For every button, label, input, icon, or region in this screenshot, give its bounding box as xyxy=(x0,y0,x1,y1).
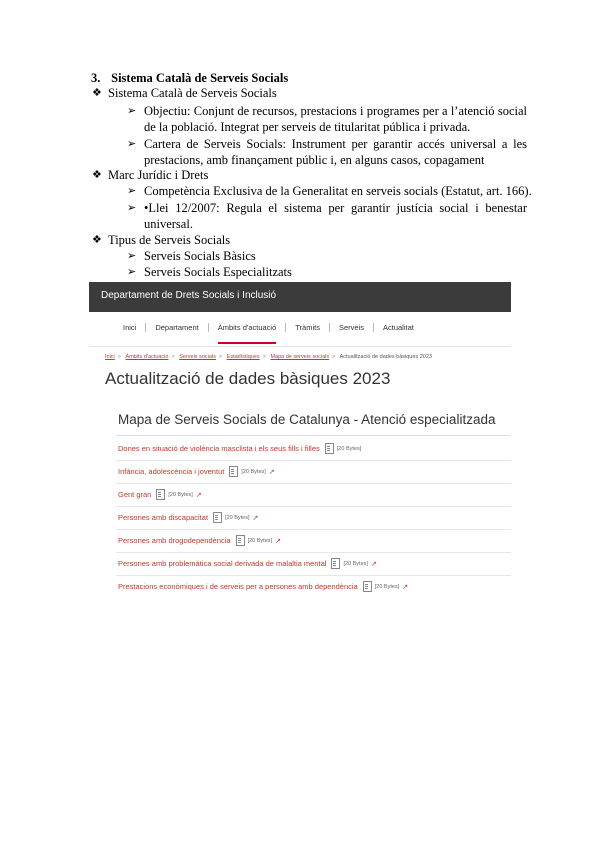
arrow-bullet-icon: ➢ xyxy=(127,105,137,117)
breadcrumb-current: Actualització de dades bàsiques 2023 xyxy=(339,354,432,360)
sub-item-line1: Cartera de Serveis Socials: Instrument per garantir accés universal a les xyxy=(144,137,527,151)
list-item xyxy=(116,507,511,530)
nav-item-ambits[interactable]: Àmbits d'actuació xyxy=(209,323,287,332)
external-link-icon[interactable]: ↗ xyxy=(252,514,259,522)
file-link[interactable]: Infància, adolescència i joventut xyxy=(118,467,225,476)
sub-item-line2: universal. xyxy=(144,217,193,231)
bullet-diamond-icon: ❖ xyxy=(92,87,102,99)
file-link[interactable]: Dones en situació de violència masclista i els seus fills i filles xyxy=(118,444,320,453)
file-size: [20 Bytes] xyxy=(168,491,193,498)
file-size: [20 Bytes] xyxy=(374,583,400,590)
site-header xyxy=(89,282,511,312)
list-item xyxy=(116,530,511,553)
list-item xyxy=(116,461,511,484)
breadcrumb-link[interactable]: Mapa de serveis socials xyxy=(270,354,330,360)
panel-title: Mapa de Serveis Socials de Catalunya - Atenció especialitzada xyxy=(118,412,496,427)
nav-item-actualitat[interactable]: Actualitat xyxy=(383,323,414,332)
bullet-diamond-icon: ❖ xyxy=(92,234,102,246)
site-title: Departament de Drets Socials i Inclusió xyxy=(101,290,277,301)
list-item xyxy=(116,553,511,576)
nav-item-serveis[interactable]: Serveis xyxy=(330,323,374,332)
document-icon xyxy=(213,512,222,523)
sub-item-line1: Serveis Socials Bàsics xyxy=(144,249,256,263)
file-size: [20 Bytes] xyxy=(343,560,368,567)
file-size: [20 Bytes] xyxy=(225,514,250,521)
sub-item-line1: Competència Exclusiva de la Generalitat en serveis socials (Estatut, art. 166). xyxy=(144,184,532,198)
document-icon xyxy=(331,558,340,569)
sub-item-line2: prestacions, amb finançament públic i, en alguns casos, copagament xyxy=(144,153,485,167)
arrow-bullet-icon: ➢ xyxy=(127,202,137,214)
bullet-label: Sistema Català de Serveis Socials xyxy=(108,86,277,100)
external-link-icon[interactable]: ↗ xyxy=(268,468,275,476)
nav-item-inici[interactable]: Inici xyxy=(114,323,146,332)
panel-divider xyxy=(116,435,511,436)
document-icon xyxy=(363,581,372,592)
sub-item-line1: •Llei 12/2007: Regula el sistema per garantir justícia social i benestar xyxy=(144,201,527,215)
main-nav xyxy=(89,312,511,347)
file-size: [20 Bytes] xyxy=(336,445,362,452)
arrow-bullet-icon: ➢ xyxy=(127,138,137,150)
breadcrumb-link[interactable]: Estadístiques xyxy=(226,354,260,360)
file-link[interactable]: Gent gran xyxy=(118,490,152,499)
arrow-bullet-icon: ➢ xyxy=(127,250,137,262)
bullet-label: Marc Jurídic i Drets xyxy=(108,168,209,182)
file-link[interactable]: Persones amb drogodependència xyxy=(118,536,231,545)
heading-text: Sistema Català de Serveis Socials xyxy=(111,71,289,85)
external-link-icon[interactable]: ↗ xyxy=(402,583,409,591)
nav-item-tramits[interactable]: Tràmits xyxy=(286,323,330,332)
nav-item-departament[interactable]: Departament xyxy=(146,323,208,332)
external-link-icon[interactable]: ↗ xyxy=(370,560,377,568)
document-icon xyxy=(229,466,238,477)
sub-item-line1: Objectiu: Conjunt de recursos, prestacions i programes per a l’atenció social xyxy=(144,104,527,118)
file-size: [20 Bytes] xyxy=(241,468,266,475)
document-icon xyxy=(156,489,165,500)
file-size: [20 Bytes] xyxy=(247,537,273,544)
breadcrumb-link[interactable]: Àmbits d'actuació xyxy=(125,354,169,360)
section-heading xyxy=(91,71,288,86)
list-item xyxy=(116,484,511,507)
list-item xyxy=(116,438,511,461)
file-link[interactable]: Persones amb problemàtica social derivada de malaltia mental xyxy=(118,559,327,568)
breadcrumb: Inici > Àmbits d'actuació > Serveis socials > Estadístiques > Mapa de serveis socials > Actualització de dades bàsiques 2023 xyxy=(105,354,432,360)
heading-number: 3. xyxy=(91,71,101,85)
embedded-website-screenshot xyxy=(89,282,511,595)
file-link[interactable]: Prestacions econòmiques i de serveis per a persones amb dependència xyxy=(118,582,358,591)
external-link-icon[interactable]: ↗ xyxy=(275,537,281,545)
bullet-label: Tipus de Serveis Socials xyxy=(108,233,231,247)
arrow-bullet-icon: ➢ xyxy=(127,266,137,278)
arrow-bullet-icon: ➢ xyxy=(127,185,137,197)
document-icon xyxy=(236,535,245,546)
page-title: Actualització de dades bàsiques 2023 xyxy=(105,369,391,388)
sub-item-line1: Serveis Socials Especialitzats xyxy=(144,265,292,279)
bullet-diamond-icon: ❖ xyxy=(92,169,102,181)
breadcrumb-link[interactable]: Serveis socials xyxy=(179,354,216,360)
breadcrumb-link[interactable]: Inici xyxy=(105,354,115,360)
document-icon xyxy=(325,443,334,454)
external-link-icon[interactable]: ↗ xyxy=(195,491,202,499)
file-link[interactable]: Persones amb discapacitat xyxy=(118,513,209,522)
services-map-panel xyxy=(116,405,511,595)
list-item xyxy=(116,576,511,595)
sub-item-line2: de la població. Integrat per serveis de titularitat pública i privada. xyxy=(144,120,471,134)
